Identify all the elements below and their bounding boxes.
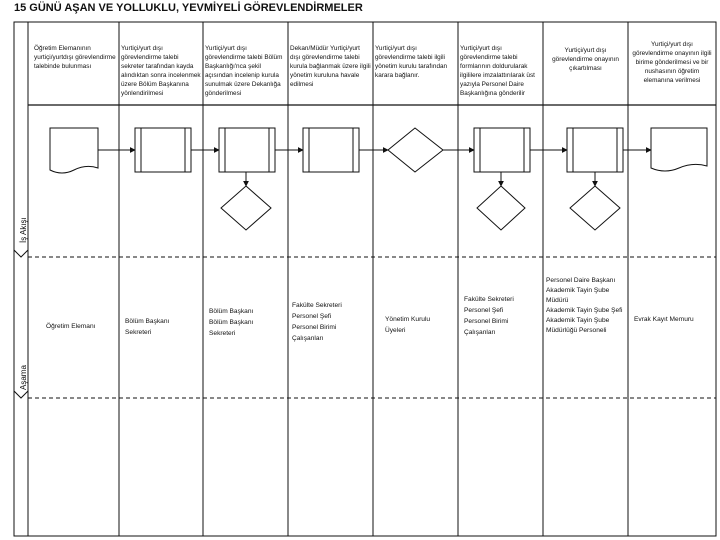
lane-label-responsible: Aşama — [19, 365, 28, 390]
process-shape — [474, 128, 530, 172]
responsible-item: Öğretim Elemanı — [46, 323, 96, 330]
responsible-item: Üyeleri — [385, 327, 406, 334]
process-shape — [135, 128, 191, 172]
decision-shape — [570, 186, 620, 230]
column-description: Yurtiçi/yurt dışı görevlendirme talebi ilgili yönetim kurulu tarafından karara bağlanır. — [375, 45, 448, 79]
column-description: Yurtiçi/yurt dışı görevlendirme onayının ilgili birime gönderilmesi ve bir nushasının öğretim elemanına verilmesi — [632, 41, 712, 84]
end-document-shape — [651, 128, 707, 171]
responsible-item: Bölüm Başkanı — [209, 319, 254, 326]
responsible-list — [292, 300, 342, 344]
decision-shape — [388, 128, 443, 172]
column-description: Yurtiçi/yurt dışı görevlendirme talebi formlarının doldurularak ilgililere imzalattırılarak üst yazıyla Personel Daire Başkanlığına gönderilir — [460, 45, 535, 97]
column-description: Öğretim Elemanının yurtiçi/yurtdışı görevlendirme talebinde bulunması — [34, 45, 116, 70]
process-shape — [567, 128, 623, 172]
column-description: Yurtiçi/yurt dışı görevlendirme onayının çıkartılması — [552, 47, 619, 72]
responsible-list — [385, 314, 430, 336]
column-description: Yurtiçi/yurt dışı görevlendirme talebi Bölüm Başkanlığı'nca şekil açısından incelenip kurula sunulmak üzere Dekanlığa gönderilmesi — [205, 45, 283, 97]
responsible-item: Fakülte Sekreteri — [464, 296, 514, 303]
lane-label-flow: İş Akışı — [19, 217, 28, 243]
responsible-item: Akademik Tayin Şube Şefi — [546, 307, 623, 314]
responsible-item: Çalışanları — [464, 329, 496, 336]
responsible-item: Çalışanları — [292, 335, 324, 342]
responsible-item: Bölüm Başkanı — [125, 318, 170, 325]
responsible-item: Personel Daire Başkanı — [546, 277, 616, 284]
process-shape — [219, 128, 275, 172]
responsible-item: Personel Şefi — [464, 307, 504, 314]
responsible-item: Personel Birimi — [464, 318, 509, 325]
responsible-item: Yönetim Kurulu — [385, 316, 431, 323]
decision-shape — [477, 186, 525, 230]
responsible-list — [634, 314, 694, 325]
column-description: Yurtiçi/yurt dışı görevlendirme talebi sekreter tarafından kayda alındıktan sonra incelenmek üzere Bölüm Başkanına yönlendirilmesi — [121, 45, 201, 97]
decision-shape — [221, 186, 271, 230]
responsible-item: Sekreteri — [209, 330, 236, 337]
page-title: 15 GÜNÜ AŞAN VE YOLLUKLU, YEVMİYELİ GÖREVLENDİRMELER — [14, 2, 363, 14]
responsible-list — [464, 294, 514, 338]
responsible-list — [125, 316, 169, 338]
responsible-item: Evrak Kayıt Memuru — [634, 316, 694, 323]
start-document-shape — [50, 128, 98, 173]
responsible-item: Akademik Tayin Şube Müdürü — [546, 287, 610, 304]
process-shape — [303, 128, 359, 172]
responsible-item: Bölüm Başkanı — [209, 308, 254, 315]
responsible-list — [209, 306, 253, 339]
responsible-item: Akademik Tayin Şube Müdürlüğü Personeli — [546, 317, 610, 334]
column-description: Dekan/Müdür Yurtiçi/yurt dışı görevlendirme talebi kurula bağlanmak üzere ilgili yönetim kuruluna havale edilmesi — [290, 45, 371, 88]
lane-chevron-flow — [14, 250, 28, 257]
responsible-list — [546, 276, 626, 336]
responsible-item: Sekreteri — [125, 329, 152, 336]
responsible-item: Fakülte Sekreteri — [292, 302, 342, 309]
responsible-item: Personel Birimi — [292, 324, 337, 331]
responsible-list — [46, 321, 95, 332]
responsible-item: Personel Şefi — [292, 313, 332, 320]
lane-chevron-responsible — [14, 391, 28, 398]
